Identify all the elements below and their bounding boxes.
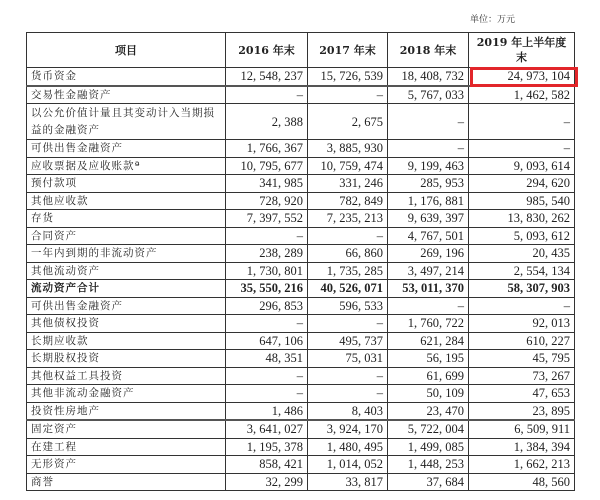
cell-value: 7, 235, 213 bbox=[308, 210, 388, 228]
table-header-row bbox=[27, 33, 575, 68]
cell-value: 1, 480, 495 bbox=[308, 438, 388, 456]
cell-value: 3, 924, 170 bbox=[308, 420, 388, 438]
cell-value: 1, 730, 801 bbox=[226, 262, 308, 280]
cell-value: 2, 388 bbox=[226, 104, 308, 140]
cell-value: 341, 985 bbox=[226, 175, 308, 193]
row-label: 货币资金 bbox=[27, 68, 226, 86]
cell-value: 647, 106 bbox=[226, 332, 308, 350]
cell-value: 9, 639, 397 bbox=[388, 210, 469, 228]
table-row bbox=[27, 262, 575, 280]
cell-value: 18, 408, 732 bbox=[388, 68, 469, 86]
cell-value: 9, 199, 463 bbox=[388, 157, 469, 175]
cell-value: 294, 620 bbox=[469, 175, 575, 193]
row-label: 在建工程 bbox=[27, 438, 226, 456]
cell-value: 1, 462, 582 bbox=[469, 86, 575, 104]
row-label: 预付款项 bbox=[27, 175, 226, 193]
cell-value: 782, 849 bbox=[308, 192, 388, 210]
cell-value: 2, 554, 134 bbox=[469, 262, 575, 280]
cell-value: – bbox=[388, 104, 469, 140]
cell-value: – bbox=[308, 385, 388, 403]
cell-value: 5, 767, 033 bbox=[388, 86, 469, 104]
cell-value: 8, 403 bbox=[308, 402, 388, 420]
cell-value: 24, 973, 104 bbox=[469, 68, 575, 86]
cell-value: 1, 499, 085 bbox=[388, 438, 469, 456]
cell-value: 50, 109 bbox=[388, 385, 469, 403]
table-row bbox=[27, 245, 575, 263]
row-label: 应收票据及应收账款ª bbox=[27, 157, 226, 175]
balance-sheet-table bbox=[26, 32, 575, 491]
cell-value: 495, 737 bbox=[308, 332, 388, 350]
cell-value: 1, 662, 213 bbox=[469, 456, 575, 474]
row-label: 流动资产合计 bbox=[27, 280, 226, 298]
table-row bbox=[27, 210, 575, 228]
row-label: 商誉 bbox=[27, 473, 226, 491]
table-row bbox=[27, 192, 575, 210]
cell-value: 5, 093, 612 bbox=[469, 227, 575, 245]
cell-value: 6, 509, 911 bbox=[469, 420, 575, 438]
table-row bbox=[27, 175, 575, 193]
cell-value: 3, 641, 027 bbox=[226, 420, 308, 438]
cell-value: 23, 470 bbox=[388, 402, 469, 420]
cell-value: 10, 759, 474 bbox=[308, 157, 388, 175]
unit-label: 单位：万元 bbox=[470, 15, 516, 25]
table-row bbox=[27, 227, 575, 245]
cell-value: 37, 684 bbox=[388, 473, 469, 491]
cell-value: 7, 397, 552 bbox=[226, 210, 308, 228]
cell-value: 48, 560 bbox=[469, 473, 575, 491]
cell-value: 1, 735, 285 bbox=[308, 262, 388, 280]
cell-value: 1, 760, 722 bbox=[388, 315, 469, 333]
cell-value: 238, 289 bbox=[226, 245, 308, 263]
row-label: 其他权益工具投资 bbox=[27, 367, 226, 385]
cell-value: 35, 550, 216 bbox=[226, 280, 308, 298]
cell-value: 20, 435 bbox=[469, 245, 575, 263]
cell-value: 13, 830, 262 bbox=[469, 210, 575, 228]
cell-value: 1, 384, 394 bbox=[469, 438, 575, 456]
cell-value: 40, 526, 071 bbox=[308, 280, 388, 298]
row-label: 可供出售金融资产 bbox=[27, 297, 226, 315]
cell-value: 73, 267 bbox=[469, 367, 575, 385]
header-2018: 2018 年末 bbox=[388, 33, 469, 68]
cell-value: 1, 486 bbox=[226, 402, 308, 420]
cell-value: 48, 351 bbox=[226, 350, 308, 368]
table-row bbox=[27, 367, 575, 385]
row-label: 固定资产 bbox=[27, 420, 226, 438]
cell-value: – bbox=[308, 86, 388, 104]
cell-value: 33, 817 bbox=[308, 473, 388, 491]
cell-value: 1, 448, 253 bbox=[388, 456, 469, 474]
header-2016: 2016 年末 bbox=[226, 33, 308, 68]
row-label: 其他非流动金融资产 bbox=[27, 385, 226, 403]
cell-value: 296, 853 bbox=[226, 297, 308, 315]
table-row bbox=[27, 315, 575, 333]
cell-value: 728, 920 bbox=[226, 192, 308, 210]
table-row bbox=[27, 456, 575, 474]
cell-value: 58, 307, 903 bbox=[469, 280, 575, 298]
cell-value: 985, 540 bbox=[469, 192, 575, 210]
row-label: 无形资产 bbox=[27, 456, 226, 474]
table-row bbox=[27, 104, 575, 140]
cell-value: 15, 726, 539 bbox=[308, 68, 388, 86]
cell-value: 61, 699 bbox=[388, 367, 469, 385]
table-row bbox=[27, 157, 575, 175]
cell-value: 858, 421 bbox=[226, 456, 308, 474]
cell-value: – bbox=[469, 140, 575, 158]
cell-value: 3, 885, 930 bbox=[308, 140, 388, 158]
table-row bbox=[27, 297, 575, 315]
cell-value: 92, 013 bbox=[469, 315, 575, 333]
cell-value: 56, 195 bbox=[388, 350, 469, 368]
cell-value: 66, 860 bbox=[308, 245, 388, 263]
row-label: 一年内到期的非流动资产 bbox=[27, 245, 226, 263]
cell-value: 1, 195, 378 bbox=[226, 438, 308, 456]
cell-value: 1, 014, 052 bbox=[308, 456, 388, 474]
cell-value: 10, 795, 677 bbox=[226, 157, 308, 175]
row-label: 交易性金融资产 bbox=[27, 86, 226, 104]
row-label: 以公允价值计量且其变动计入当期损益的金融资产 bbox=[27, 104, 226, 140]
cell-value: 4, 767, 501 bbox=[388, 227, 469, 245]
cell-value: 45, 795 bbox=[469, 350, 575, 368]
cell-value: 596, 533 bbox=[308, 297, 388, 315]
table-row bbox=[27, 86, 575, 104]
row-label: 其他流动资产 bbox=[27, 262, 226, 280]
cell-value: 1, 176, 881 bbox=[388, 192, 469, 210]
cell-value: 9, 093, 614 bbox=[469, 157, 575, 175]
cell-value: 75, 031 bbox=[308, 350, 388, 368]
cell-value: 1, 766, 367 bbox=[226, 140, 308, 158]
highlight-box bbox=[470, 67, 578, 87]
header-item: 项目 bbox=[27, 33, 226, 68]
cell-value: – bbox=[388, 297, 469, 315]
cell-value: – bbox=[469, 297, 575, 315]
cell-value: – bbox=[226, 227, 308, 245]
cell-value: 3, 497, 214 bbox=[388, 262, 469, 280]
cell-value: 331, 246 bbox=[308, 175, 388, 193]
row-label: 其他应收款 bbox=[27, 192, 226, 210]
cell-value: 23, 895 bbox=[469, 402, 575, 420]
cell-value: 5, 722, 004 bbox=[388, 420, 469, 438]
table-row bbox=[27, 420, 575, 438]
table-row bbox=[27, 402, 575, 420]
cell-value: – bbox=[226, 315, 308, 333]
row-label: 可供出售金融资产 bbox=[27, 140, 226, 158]
row-label: 长期应收款 bbox=[27, 332, 226, 350]
cell-value: – bbox=[308, 367, 388, 385]
header-2019h1: 2019 年上半年度末 bbox=[469, 33, 575, 68]
cell-value: 12, 548, 237 bbox=[226, 68, 308, 86]
cell-value: 610, 227 bbox=[469, 332, 575, 350]
row-label: 投资性房地产 bbox=[27, 402, 226, 420]
row-label: 合同资产 bbox=[27, 227, 226, 245]
cell-value: 269, 196 bbox=[388, 245, 469, 263]
table-row bbox=[27, 140, 575, 158]
table-row bbox=[27, 350, 575, 368]
cell-value: – bbox=[388, 140, 469, 158]
table-row bbox=[27, 280, 575, 298]
cell-value: – bbox=[226, 367, 308, 385]
table-row bbox=[27, 438, 575, 456]
cell-value: 47, 653 bbox=[469, 385, 575, 403]
table-row bbox=[27, 332, 575, 350]
row-label: 存货 bbox=[27, 210, 226, 228]
cell-value: – bbox=[226, 86, 308, 104]
header-2017: 2017 年末 bbox=[308, 33, 388, 68]
row-label: 其他债权投资 bbox=[27, 315, 226, 333]
cell-value: 53, 011, 370 bbox=[388, 280, 469, 298]
cell-value: 621, 284 bbox=[388, 332, 469, 350]
table-row bbox=[27, 385, 575, 403]
cell-value: 32, 299 bbox=[226, 473, 308, 491]
table-row bbox=[27, 473, 575, 491]
cell-value: 2, 675 bbox=[308, 104, 388, 140]
cell-value: – bbox=[308, 315, 388, 333]
row-label: 长期股权投资 bbox=[27, 350, 226, 368]
cell-value: – bbox=[226, 385, 308, 403]
cell-value: – bbox=[308, 227, 388, 245]
cell-value: – bbox=[469, 104, 575, 140]
cell-value: 285, 953 bbox=[388, 175, 469, 193]
